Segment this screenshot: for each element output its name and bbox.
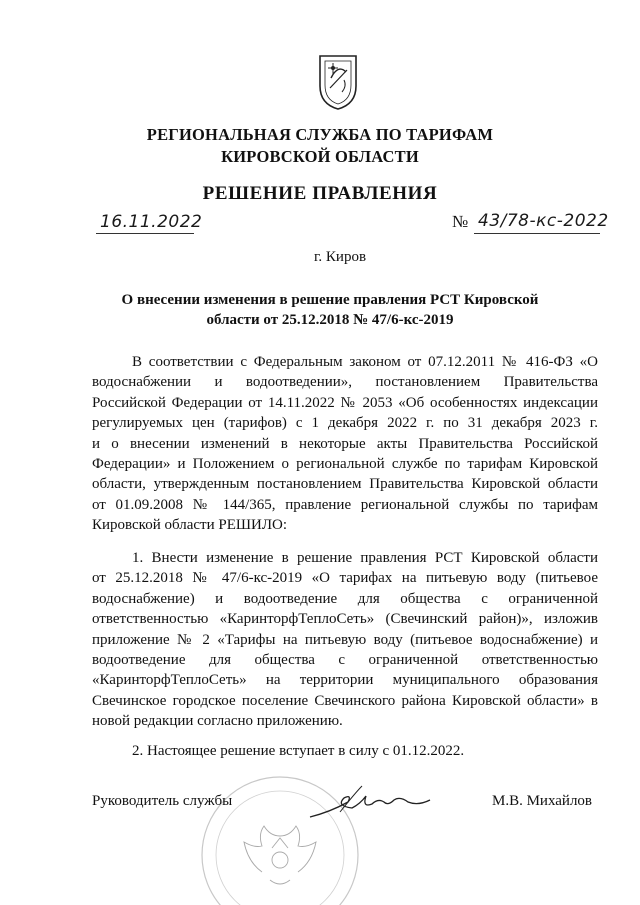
text-line: В соответствии с Федеральным законом от 07.12.2011 № 416-ФЗ «О bbox=[132, 354, 598, 370]
coat-of-arms-emblem bbox=[316, 52, 360, 112]
text-line: 1. Внести изменение в решение правления РСТ Кировской области bbox=[132, 550, 598, 566]
number-prefix: № bbox=[452, 212, 469, 231]
text-line: от 25.12.2018 № 47/6-кс-2019 «О тарифах на питьевую воду (питьевое bbox=[92, 570, 598, 587]
handwritten-date: 16.11.2022 bbox=[100, 212, 203, 232]
preamble-paragraph bbox=[92, 352, 598, 536]
text-line: области, утвержденным постановлением Правительства Кировской области bbox=[92, 476, 598, 493]
decision-item-2 bbox=[92, 741, 598, 761]
text-line: Российской Федерации от 14.11.2022 № 2053 «Об особенностях индексации bbox=[92, 394, 598, 411]
organization-name-line2: КИРОВСКОЙ ОБЛАСТИ bbox=[221, 147, 419, 166]
text-line: водоотведение для общества с ограниченной ответственностью bbox=[92, 652, 598, 669]
signatory-position: Руководитель службы bbox=[92, 793, 233, 809]
text-line: новой редакции согласно приложению. bbox=[92, 713, 343, 730]
text-line: приложение № 2 «Тарифы на питьевую воду (питьевое водоснабжение) и bbox=[92, 631, 598, 648]
date-underline bbox=[96, 233, 194, 234]
handwritten-signature bbox=[300, 772, 450, 832]
document-type-title: РЕШЕНИЕ ПРАВЛЕНИЯ bbox=[202, 183, 438, 204]
text-line: «КаринторфТеплоСеть» на территории муниципального образования bbox=[92, 672, 598, 689]
text-line: и о внесении изменений в некоторые акты Правительства Российской bbox=[92, 435, 598, 452]
text-line: ответственностью «КаринторфТеплоСеть» (Свечинский район)», изложив bbox=[92, 611, 598, 628]
city-label: г. Киров bbox=[313, 249, 367, 265]
subject-line1: О внесении изменения в решение правления РСТ Кировской bbox=[121, 292, 539, 308]
decision-item-1 bbox=[92, 548, 598, 732]
signatory-name: М.В. Михайлов bbox=[492, 793, 593, 809]
subject-line2: области от 25.12.2018 № 47/6-кс-2019 bbox=[206, 312, 454, 328]
handwritten-number: 43/78-кс-2022 bbox=[478, 211, 609, 231]
text-line: Кировской области РЕШИЛО: bbox=[92, 517, 288, 534]
text-line: Федерации» и Положением о региональной службе по тарифам Кировской bbox=[92, 456, 598, 473]
text-line: Свечинское городское поселение Свечинского района Кировской области» в bbox=[92, 692, 598, 709]
text-line: регулируемых цен (тарифов) с 1 декабря 2022 г. по 31 декабря 2023 г. bbox=[92, 415, 598, 432]
organization-name-line1: РЕГИОНАЛЬНАЯ СЛУЖБА ПО ТАРИФАМ bbox=[146, 125, 494, 144]
text-line: от 01.09.2008 № 144/365, правление региональной службы по тарифам bbox=[92, 496, 598, 513]
text-line: водоснабжении и водоотведении», постановлением Правительства bbox=[92, 374, 598, 391]
text-line: водоснабжение) и водоотведение для общества с ограниченной bbox=[92, 590, 598, 607]
number-underline bbox=[474, 233, 600, 234]
text-line: 2. Настоящее решение вступает в силу с 01.12.2022. bbox=[132, 743, 465, 759]
